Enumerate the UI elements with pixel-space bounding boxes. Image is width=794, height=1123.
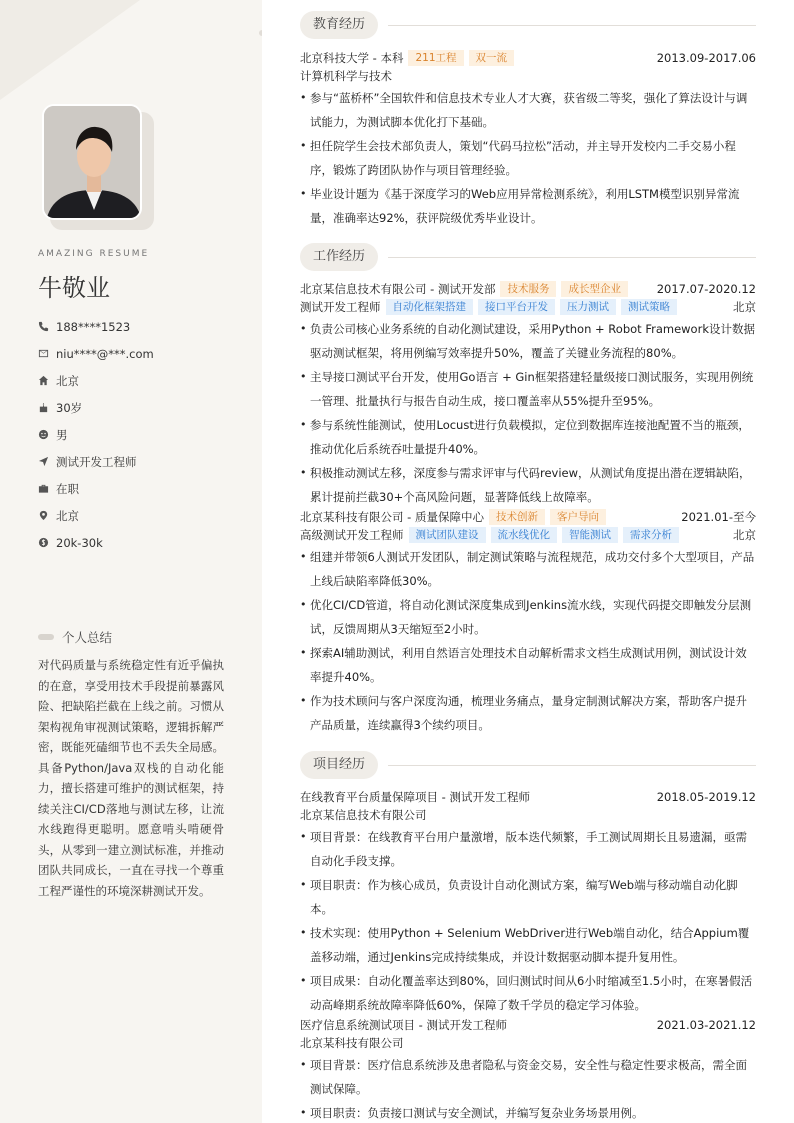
projects-section-header: [300, 751, 756, 779]
summary-heading: 个人总结: [38, 628, 112, 646]
skill-tag: 需求分析: [623, 527, 679, 543]
contact-phone: 188****1523: [38, 313, 248, 340]
contact-location: 北京: [38, 502, 248, 529]
list-item: • 项目职责：作为核心成员，负责设计自动化测试方案，编写Web端与移动端自动化脚本。: [300, 873, 756, 921]
salary-icon: [38, 537, 56, 548]
contact-salary: 20k-30k: [38, 529, 248, 556]
avatar-frame: [42, 104, 154, 230]
candidate-name: 牛敬业: [38, 274, 110, 302]
list-item: • 项目背景：在线教育平台用户量激增，版本迭代频繁，手工测试周期长且易遗漏，亟需自动化手段支撑。: [300, 825, 756, 873]
resume-tagline: AMAZING RESUME: [38, 249, 150, 259]
company-tag: 客户导向: [550, 509, 606, 525]
project-entry: [300, 1016, 756, 1123]
avatar: [42, 104, 142, 220]
list-item: • 技术实现：使用Python + Selenium WebDriver进行Web端自动化，结合Appium覆盖移动端，通过Jenkins完成持续集成，并设计数据驱动脚本提升复用性。: [300, 921, 756, 969]
section-title: 项目经历: [300, 751, 378, 779]
project-period: 2018.05-2019.12: [656, 790, 756, 804]
project-company: 北京某信息技术有限公司: [300, 808, 427, 822]
job-role: 高级测试开发工程师: [300, 528, 404, 542]
education-bullets: [300, 86, 756, 230]
company-name: 北京某科技有限公司 - 质量保障中心: [300, 510, 484, 524]
job-period: 2021.01-至今: [681, 510, 756, 524]
work-section-header: [300, 243, 756, 271]
project-name: 在线教育平台质量保障项目 - 测试开发工程师: [300, 790, 530, 804]
list-item: • 毕业设计题为《基于深度学习的Web应用异常检测系统》，利用LSTM模型识别异常流量，准确率达92%，获评院级优秀毕业设计。: [300, 182, 756, 230]
skill-tag: 测试团队建设: [409, 527, 486, 543]
skill-tag: 智能测试: [562, 527, 618, 543]
job-role: 测试开发工程师: [300, 300, 381, 314]
work-entry: [300, 508, 756, 737]
list-item: • 优化CI/CD管道，将自动化测试深度集成到Jenkins流水线，实现代码提交即触发分层测试，反馈周期从3天缩短至2小时。: [300, 593, 756, 641]
school-tag: 211工程: [408, 50, 463, 66]
job-bullets: [300, 317, 756, 509]
list-item: • 作为技术顾问与客户深度沟通，梳理业务痛点，量身定制测试解决方案，帮助客户提升产品质量，连续赢得3个续约项目。: [300, 689, 756, 737]
school-tag: 双一流: [469, 50, 515, 66]
cake-icon: [38, 402, 56, 413]
home-icon: [38, 375, 56, 386]
phone-icon: [38, 321, 56, 332]
skill-tag: 流水线优化: [491, 527, 558, 543]
job-bullets: [300, 545, 756, 737]
list-item: • 参与系统性能测试，使用Locust进行负载模拟，定位到数据库连接池配置不当的瓶颈，推动优化后系统吞吐量提升40%。: [300, 413, 756, 461]
briefcase-icon: [38, 483, 56, 494]
project-company: 北京某科技有限公司: [300, 1036, 404, 1050]
list-item: • 项目背景：医疗信息系统涉及患者隐私与资金交易，安全性与稳定性要求极高，需全面测试保障。: [300, 1053, 756, 1101]
project-bullets: [300, 1053, 756, 1123]
job-city: 北京: [733, 300, 756, 314]
section-divider: [388, 257, 756, 258]
list-item: • 项目成果：自动化覆盖率达到80%，回归测试时间从6小时缩减至1.5小时，在寒暑假活动高峰期系统故障率降低60%，保障了数千学员的稳定学习体验。: [300, 969, 756, 1017]
work-entry: [300, 280, 756, 509]
job-period: 2017.07-2020.12: [656, 282, 756, 296]
gender-icon: [38, 429, 56, 440]
project-bullets: [300, 825, 756, 1017]
heading-pill-icon: [38, 634, 54, 640]
skill-tag: 压力测试: [560, 299, 616, 315]
contact-email: niu****@***.com: [38, 340, 248, 367]
list-item: • 负责公司核心业务系统的自动化测试建设，采用Python + Robot Framework设计数据驱动测试框架，将用例编写效率提升50%，覆盖了关键业务流程的80%。: [300, 317, 756, 365]
section-title: 教育经历: [300, 11, 378, 39]
location-icon: [38, 510, 56, 521]
list-item: • 项目职责：负责接口测试与安全测试，并编写复杂业务场景用例。: [300, 1101, 756, 1123]
skill-tag: 自动化框架搭建: [386, 299, 474, 315]
education-period: 2013.09-2017.06: [656, 51, 756, 65]
project-name: 医疗信息系统测试项目 - 测试开发工程师: [300, 1018, 507, 1032]
list-item: • 探索AI辅助测试，利用自然语言处理技术自动解析需求文档生成测试用例，测试设计效率提升40%。: [300, 641, 756, 689]
company-name: 北京某信息技术有限公司 - 测试开发部: [300, 282, 496, 296]
project-period: 2021.03-2021.12: [656, 1018, 756, 1032]
education-entry: [300, 49, 756, 230]
list-item: • 组建并带领6人测试开发团队，制定测试策略与流程规范，成功交付多个大型项目，产品上线后缺陷率降低30%。: [300, 545, 756, 593]
company-tag: 技术服务: [500, 281, 556, 297]
mail-icon: [38, 348, 56, 359]
section-divider: [388, 25, 756, 26]
contact-gender: 男: [38, 421, 248, 448]
list-item: • 担任院学生会技术部负责人，策划“代码马拉松”活动，并主导开发校内二手交易小程序，锻炼了跨团队协作与项目管理经验。: [300, 134, 756, 182]
skill-tag: 接口平台开发: [478, 299, 555, 315]
education-section-header: [300, 11, 756, 39]
school-name: 北京科技大学 - 本科: [300, 51, 404, 65]
summary-text: 对代码质量与系统稳定性有近乎偏执的在意，享受用技术手段提前暴露风险、把缺陷拦截在上线之前。习惯从架构视角审视测试策略，逻辑拆解严密，既能死磕细节也不丢失全局感。具备Python/Java双栈的自动化能力，擅长搭建可维护的测试框架，持续关注CI/CD落地与测试左移，让流水线跑得更聪明。愿意啃头啃硬骨头，从零到一建立测试标准，并推动团队共同成长，一直在寻找一个尊重工程严谨性的环境深耕测试开发。: [38, 658, 224, 898]
send-icon: [38, 456, 56, 467]
list-item: • 参与“蓝桥杯”全国软件和信息技术专业人才大赛，获省级二等奖，强化了算法设计与调试能力，为测试脚本优化打下基础。: [300, 86, 756, 134]
contact-status: 在职: [38, 475, 248, 502]
company-tag: 技术创新: [489, 509, 545, 525]
project-entry: [300, 788, 756, 1017]
section-divider: [388, 765, 756, 766]
list-item: • 积极推动测试左移，深度参与需求评审与代码review，从测试角度提出潜在逻辑缺陷，累计提前拦截30+个高风险问题，显著降低线上故障率。: [300, 461, 756, 509]
major: 计算机科学与技术: [300, 69, 392, 83]
contact-city: 北京: [38, 367, 248, 394]
list-item: • 主导接口测试平台开发，使用Go语言 + Gin框架搭建轻量级接口测试服务，实现用例统一管理、批量执行与报告自动生成，接口覆盖率从55%提升至95%。: [300, 365, 756, 413]
section-title: 工作经历: [300, 243, 378, 271]
skill-tag: 测试策略: [621, 299, 677, 315]
contact-age: 30岁: [38, 394, 248, 421]
contact-position: 测试开发工程师: [38, 448, 248, 475]
sidebar: [0, 0, 262, 1123]
contact-list: [38, 313, 248, 556]
job-city: 北京: [733, 528, 756, 542]
company-tag: 成长型企业: [561, 281, 628, 297]
